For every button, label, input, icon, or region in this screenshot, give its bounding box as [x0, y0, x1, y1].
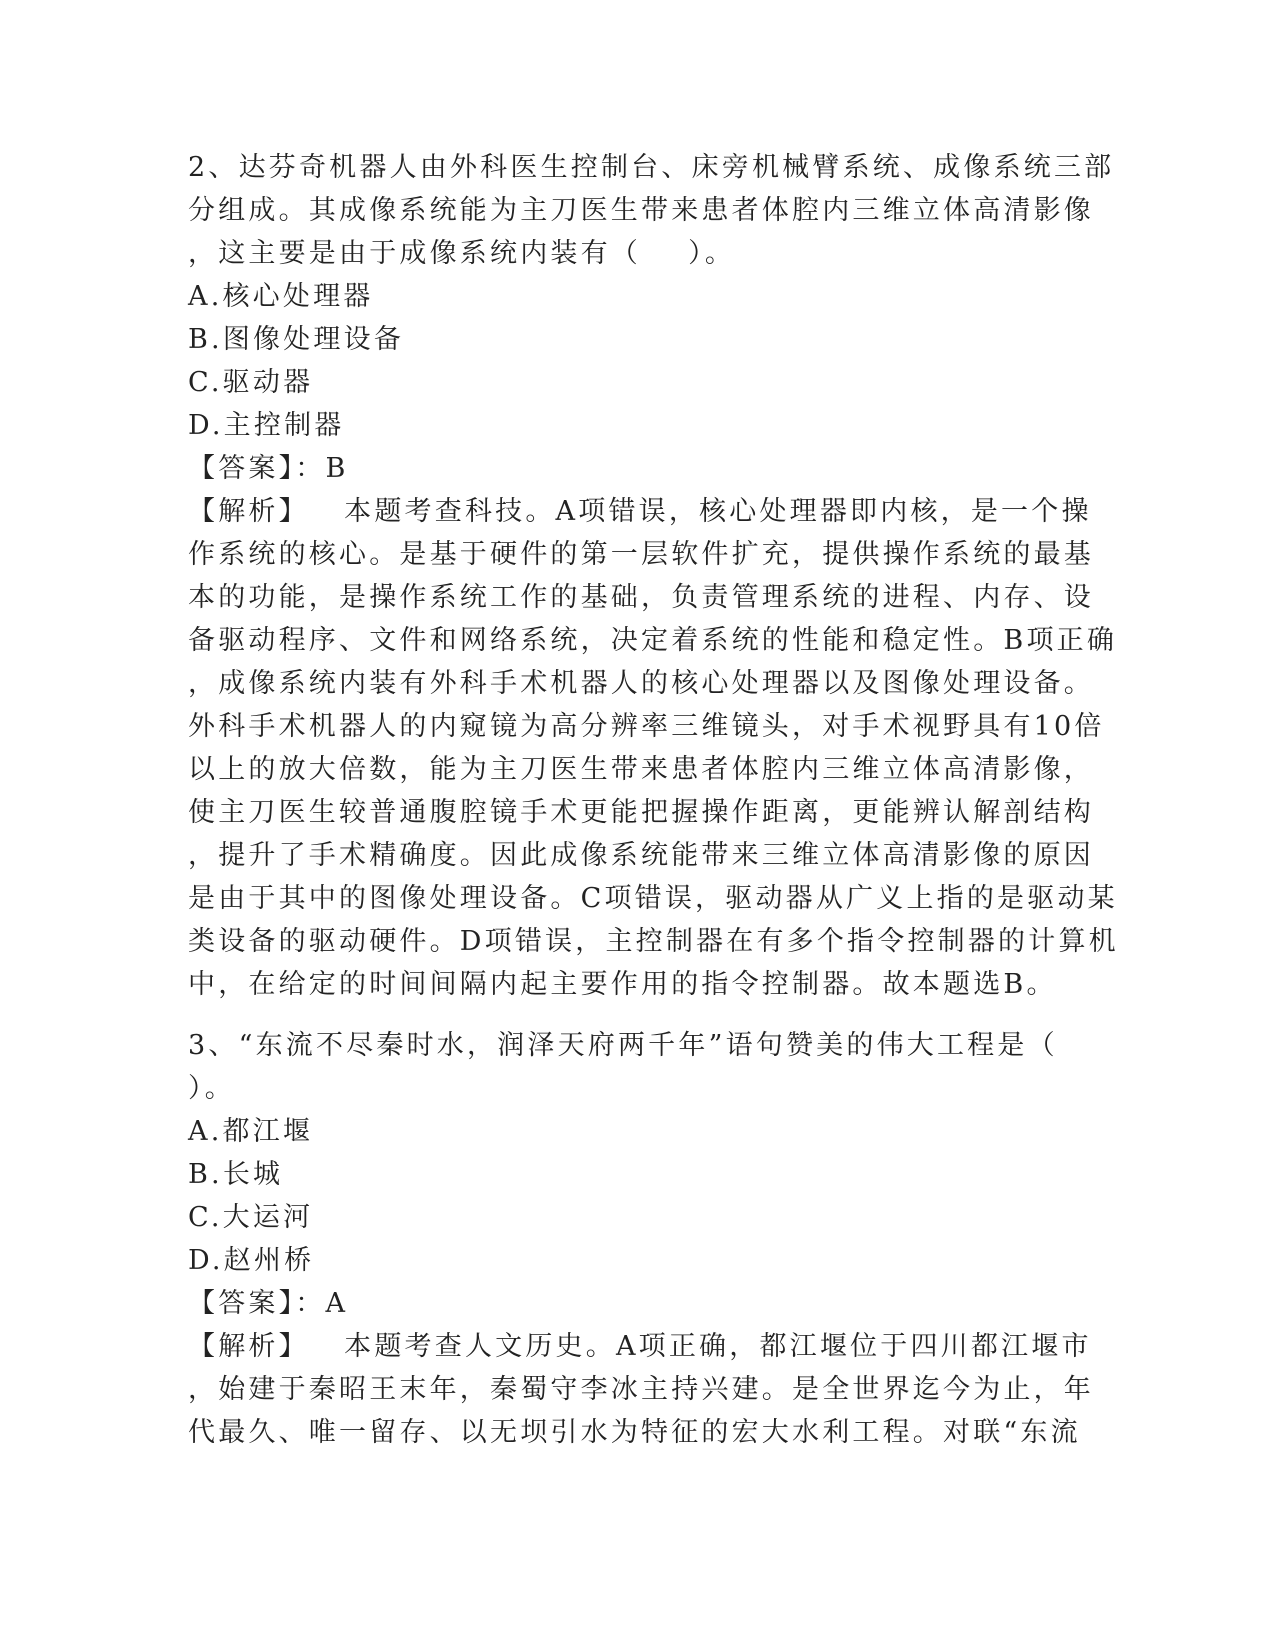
question-2-option-a: A.核心处理器: [188, 281, 374, 312]
question-2-analysis-line-10: 是由于其中的图像处理设备。C项错误，驱动器从广义上指的是驱动某: [188, 883, 1118, 914]
question-2-analysis-line-8: 使主刀医生较普通腹腔镜手术更能把握操作距离，更能辨认解剖结构: [188, 797, 1094, 828]
question-2-option-b: B.图像处理设备: [188, 324, 405, 355]
question-3-stem-line-1: 3、“东流不尽秦时水，润泽天府两千年”语句赞美的伟大工程是（: [188, 1030, 1058, 1061]
question-2-stem-line-1: 2、达芬奇机器人由外科医生控制台、床旁机械臂系统、成像系统三部: [188, 152, 1115, 183]
question-2-analysis-line-2: 作系统的核心。是基于硬件的第一层软件扩充，提供操作系统的最基: [188, 539, 1094, 570]
question-2-analysis-line-9: ，提升了手术精确度。因此成像系统能带来三维立体高清影像的原因: [188, 840, 1094, 871]
question-3-stem-line-2: ）。: [188, 1073, 235, 1104]
question-2-analysis-line-6: 外科手术机器人的内窥镜为高分辨率三维镜头，对手术视野具有10倍: [188, 711, 1105, 742]
question-2-option-c: C.驱动器: [188, 367, 314, 398]
question-3-option-b: B.长城: [188, 1159, 284, 1190]
question-2-analysis-line-1: 【解析】 本题考查科技。A项错误，核心处理器即内核，是一个操: [188, 496, 1092, 527]
question-3-option-d: D.赵州桥: [188, 1245, 315, 1276]
question-2-analysis-line-3: 本的功能，是操作系统工作的基础，负责管理系统的进程、内存、设: [188, 582, 1094, 613]
question-2-answer: 【答案】：B: [188, 453, 349, 484]
question-2-analysis-line-7: 以上的放大倍数，能为主刀医生带来患者体腔内三维立体高清影像，: [188, 754, 1094, 785]
question-2-analysis-line-12: 中，在给定的时间间隔内起主要作用的指令控制器。故本题选B。: [188, 969, 1057, 1000]
question-2-analysis-line-4: 备驱动程序、文件和网络系统，决定着系统的性能和稳定性。B项正确: [188, 625, 1118, 656]
question-2-analysis-line-11: 类设备的驱动硬件。D项错误，主控制器在有多个指令控制器的计算机: [188, 926, 1119, 957]
question-2-analysis-line-5: ，成像系统内装有外科手术机器人的核心处理器以及图像处理设备。: [188, 668, 1094, 699]
document-page: [188, 146, 1119, 1454]
question-3-option-a: A.都江堰: [188, 1116, 314, 1147]
question-3-analysis-line-2: ，始建于秦昭王末年，秦蜀守李冰主持兴建。是全世界迄今为止，年: [188, 1374, 1094, 1405]
question-2-stem-line-2: 分组成。其成像系统能为主刀医生带来患者体腔内三维立体高清影像: [188, 195, 1094, 226]
question-3-analysis-line-3: 代最久、唯一留存、以无坝引水为特征的宏大水利工程。对联“东流: [188, 1417, 1081, 1448]
question-3-answer: 【答案】：A: [188, 1288, 349, 1319]
question-3-option-c: C.大运河: [188, 1202, 314, 1233]
question-2-option-d: D.主控制器: [188, 410, 345, 441]
question-3-analysis-line-1: 【解析】 本题考查人文历史。A项正确，都江堰位于四川都江堰市: [188, 1331, 1092, 1362]
question-2-stem-line-3: ，这主要是由于成像系统内装有（ ）。: [188, 238, 736, 269]
question-2: [188, 146, 1119, 1006]
question-3: [188, 1024, 1094, 1454]
question-spacer: [188, 1006, 1088, 1024]
